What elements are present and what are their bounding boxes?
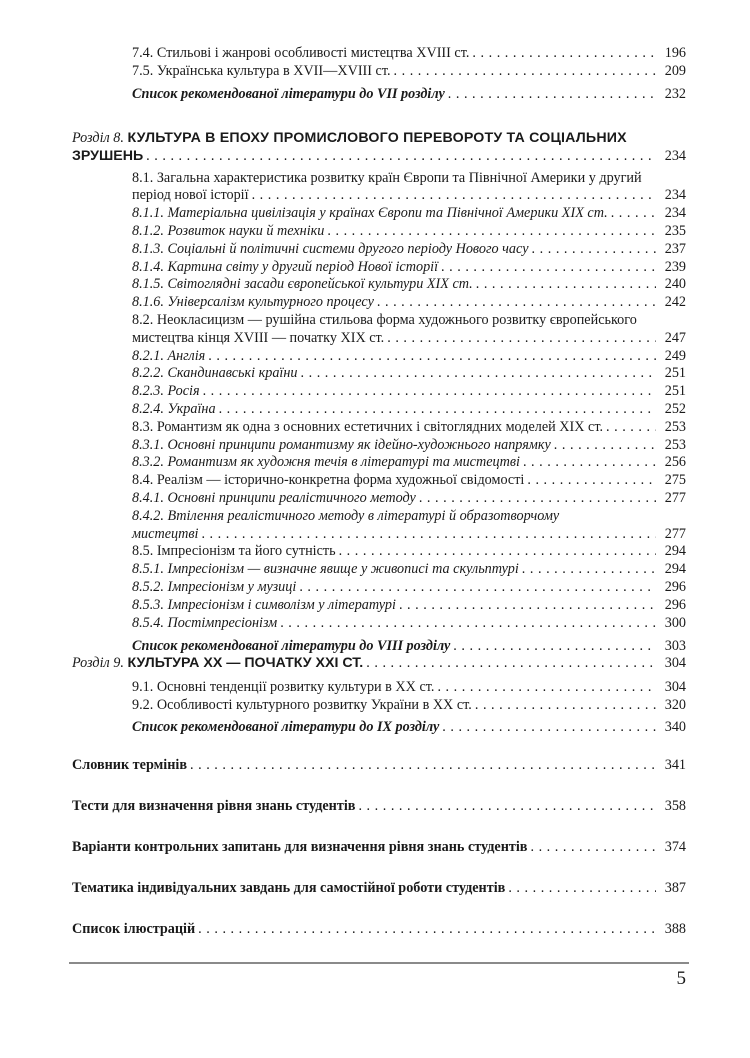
leader-dots <box>508 880 656 898</box>
back-matter-illustrations <box>72 921 686 939</box>
entry-title: 8.5. Імпресіонізм та його сутність <box>132 543 336 560</box>
back-matter-assignments <box>72 880 686 898</box>
toc-entry-8-1-6[interactable] <box>132 294 686 312</box>
leader-dots <box>203 383 656 401</box>
entry-title: 8.3. Романтизм як одна з основних естетичних і світоглядних моделей XIX ст. <box>132 418 604 435</box>
chapter9-heading[interactable] <box>72 655 686 673</box>
entry-page: 209 <box>664 62 686 79</box>
entry-page: 296 <box>664 578 686 595</box>
leader-dots <box>358 798 656 816</box>
entry-page: 253 <box>664 418 686 435</box>
toc-entry-8-5-3[interactable] <box>132 597 686 615</box>
entry-title: Словник термінів <box>72 757 188 773</box>
entry-page: 242 <box>664 294 686 311</box>
toc-entry-8-5-1[interactable] <box>132 561 686 579</box>
entry-title: Варіанти контрольних запитань для визначення рівня знань студентів <box>72 839 528 855</box>
entry-page: 341 <box>664 757 686 773</box>
toc-entry-tests[interactable] <box>72 798 686 816</box>
leader-dots <box>453 638 656 656</box>
leader-dots <box>280 615 656 633</box>
leader-dots <box>606 419 656 437</box>
leader-dots <box>366 655 656 673</box>
toc-entry-8-2-3[interactable] <box>132 383 686 401</box>
chapter-label: Розділ 9. <box>72 655 124 671</box>
toc-entry-8-4-1[interactable] <box>132 490 686 508</box>
leader-dots <box>208 348 656 366</box>
leader-dots <box>530 839 656 857</box>
entry-title: 8.3.2. Романтизм як художня течія в літературі та мистецтві <box>132 454 520 471</box>
back-matter-glossary <box>72 757 686 775</box>
entry-title: 7.5. Українська культура в XVII—XVIII ст. <box>132 62 391 79</box>
leader-dots <box>476 276 656 294</box>
entry-title: 8.1.6. Універсалізм культурного процесу <box>132 294 374 311</box>
leader-dots <box>301 365 657 383</box>
entry-page: 304 <box>664 655 686 671</box>
entry-title: 8.1.1. Матеріальна цивілізація у країнах Європи та Північної Америки XIX ст. <box>132 205 608 222</box>
toc-entry-9-1[interactable] <box>132 679 686 697</box>
toc-entry-8-1-4[interactable] <box>132 259 686 277</box>
toc-entry-8-5[interactable] <box>132 543 686 561</box>
leader-dots <box>475 697 656 715</box>
entry-page: 234 <box>664 147 686 164</box>
back-matter-questions <box>72 839 686 857</box>
entry-page: 251 <box>664 383 686 400</box>
chapter-title-cont: ЗРУШЕНЬ <box>72 147 144 164</box>
leader-dots <box>387 330 656 348</box>
toc-entry-8-3-1[interactable] <box>132 437 686 455</box>
leader-dots <box>419 490 656 508</box>
leader-dots <box>377 294 656 312</box>
entry-title-cont: мистецтва кінця XVIII — початку XIX ст. <box>132 329 385 346</box>
entry-title: 8.4.2. Втілення реалістичного методу в літературі й образотворчому <box>132 507 560 524</box>
chapter-title: КУЛЬТУРА XX — ПОЧАТКУ XXI СТ. <box>127 655 364 671</box>
entry-title: 9.1. Основні тенденції розвитку культури в XX ст. <box>132 678 435 695</box>
entry-page: 235 <box>664 222 686 239</box>
entry-page: 256 <box>664 454 686 471</box>
entry-title: 8.5.3. Імпресіонізм і символізм у літературі <box>132 596 396 613</box>
leader-dots <box>299 579 656 597</box>
toc-entry-8-5-4[interactable] <box>132 615 686 633</box>
toc-entry-lit9[interactable] <box>132 719 686 737</box>
chapter-title: КУЛЬТУРА В ЕПОХУ ПРОМИСЛОВОГО ПЕРЕВОРОТУ ТА СОЦІАЛЬНИХ <box>127 130 627 146</box>
entry-title: 8.3.1. Основні принципи романтизму як ідейно-художнього напрямку <box>132 436 551 453</box>
chapter7-tail <box>72 45 686 103</box>
entry-title: 8.5.1. Імпресіонізм — визначне явище у живописі та скульптурі <box>132 561 519 578</box>
entry-page: 240 <box>664 276 686 293</box>
toc-entry-questions[interactable] <box>72 839 686 857</box>
leader-dots <box>554 437 656 455</box>
entry-page: 388 <box>664 921 686 937</box>
chapter8 <box>72 130 686 656</box>
leader-dots <box>527 472 656 490</box>
leader-dots <box>198 921 656 939</box>
entry-title: 8.2.2. Скандинавські країни <box>132 365 298 382</box>
chapter8-heading[interactable] <box>72 130 686 148</box>
entry-title: 8.2. Неокласицизм — рушійна стильова форма художнього розвитку європейського <box>132 311 637 328</box>
leader-dots <box>442 719 656 737</box>
entry-title: Список ілюстрацій <box>72 921 196 937</box>
entry-page: 277 <box>664 489 686 506</box>
toc-entry-assignments[interactable] <box>72 880 686 898</box>
leader-dots <box>437 679 656 697</box>
entry-page: 234 <box>664 187 686 204</box>
entry-page: 304 <box>664 678 686 695</box>
entry-title: 9.2. Особливості культурного розвитку України в XX ст. <box>132 696 472 713</box>
leader-dots <box>394 63 656 81</box>
entry-page: 340 <box>664 719 686 736</box>
leader-dots <box>146 148 656 166</box>
toc-entry-8-1-5[interactable] <box>132 276 686 294</box>
entry-title: Тематика індивідуальних завдань для самостійної роботи студентів <box>72 880 506 896</box>
toc-entry-8-2[interactable] <box>132 312 686 348</box>
entry-page: 196 <box>664 45 686 61</box>
toc-entry-8-3[interactable] <box>132 419 686 437</box>
entry-title: 8.1.4. Картина світу у другий період Нової історії <box>132 258 439 275</box>
leader-dots <box>201 526 656 544</box>
leader-dots <box>532 241 656 259</box>
entry-title-cont: мистецтві <box>132 525 199 542</box>
entry-title: 8.4. Реалізм — історично-конкретна форма художньої свідомості <box>132 472 525 489</box>
entry-title: Тести для визначення рівня знань студентів <box>72 798 356 814</box>
entry-page: 303 <box>664 638 686 655</box>
entry-title: 8.4.1. Основні принципи реалістичного методу <box>132 489 416 506</box>
entry-page: 237 <box>664 240 686 257</box>
chapter8-heading-cont[interactable] <box>72 148 686 166</box>
entry-page: 296 <box>664 596 686 613</box>
toc-entry-8-4[interactable] <box>132 472 686 490</box>
entry-title: 7.4. Стильові і жанрові особливості мистецтва XVIII ст. <box>132 45 470 61</box>
leader-dots <box>327 223 656 241</box>
entry-title: 8.1.3. Соціальні й політичні системи другого періоду Нового часу <box>132 240 529 257</box>
entry-page: 300 <box>664 614 686 631</box>
toc-entry-8-3-2[interactable] <box>132 454 686 472</box>
toc-entry-glossary[interactable] <box>72 757 686 775</box>
page-number: 5 <box>676 968 686 989</box>
leader-dots <box>190 757 656 775</box>
entry-page: 232 <box>664 85 686 102</box>
toc-entry-illustrations[interactable] <box>72 921 686 939</box>
entry-page: 275 <box>664 472 686 489</box>
entry-title: Список рекомендованої літератури до IX розділу <box>132 719 440 736</box>
entry-title-cont: період нової історії <box>132 187 249 204</box>
entry-title: 8.2.1. Англія <box>132 347 206 364</box>
entry-title: Список рекомендованої літератури до VIII розділу <box>132 638 451 655</box>
toc-entry-lit8[interactable] <box>132 638 686 656</box>
chapter9 <box>72 655 686 737</box>
entry-page: 387 <box>664 880 686 896</box>
entry-page: 247 <box>664 329 686 346</box>
entry-title: 8.5.4. Постімпресіонізм <box>132 614 278 631</box>
entry-title: 8.1. Загальна характеристика розвитку країн Європи та Північної Америки у другий <box>132 169 642 186</box>
entry-page: 252 <box>664 400 686 417</box>
entry-page: 294 <box>664 543 686 560</box>
entry-page: 234 <box>664 205 686 222</box>
toc-entry-7-5[interactable] <box>132 63 686 81</box>
entry-page: 320 <box>664 696 686 713</box>
leader-dots <box>611 205 656 223</box>
entry-title: 8.2.3. Росія <box>132 383 200 400</box>
entry-page: 277 <box>664 525 686 542</box>
toc-entry-8-2-2[interactable] <box>132 365 686 383</box>
leader-dots <box>339 543 656 561</box>
leader-dots <box>472 45 656 63</box>
toc-entry-7-4[interactable] <box>132 45 686 63</box>
back-matter-tests <box>72 798 686 816</box>
toc-entry-8-2-1[interactable] <box>132 348 686 366</box>
toc-entry-8-1-1[interactable] <box>132 205 686 223</box>
chapter-label: Розділ 8. <box>72 130 124 146</box>
entry-title: 8.5.2. Імпресіонізм у музиці <box>132 578 297 595</box>
leader-dots <box>523 454 656 472</box>
entry-page: 294 <box>664 561 686 578</box>
footer-rule <box>69 962 689 964</box>
entry-title: 8.1.2. Розвиток науки й техніки <box>132 222 325 239</box>
toc-entry-8-1[interactable] <box>132 170 686 206</box>
toc-entry-8-1-3[interactable] <box>132 241 686 259</box>
leader-dots <box>522 561 656 579</box>
leader-dots <box>252 187 656 205</box>
toc-entry-8-5-2[interactable] <box>132 579 686 597</box>
toc-entry-8-4-2[interactable] <box>132 508 686 544</box>
toc-entry-lit7[interactable] <box>132 86 686 104</box>
entry-page: 358 <box>664 798 686 814</box>
entry-page: 374 <box>664 839 686 855</box>
entry-title: 8.2.4. Україна <box>132 400 216 417</box>
leader-dots <box>441 259 656 277</box>
leader-dots <box>399 597 656 615</box>
toc-entry-9-2[interactable] <box>132 697 686 715</box>
entry-page: 239 <box>664 258 686 275</box>
toc-entry-8-2-4[interactable] <box>132 401 686 419</box>
entry-page: 253 <box>664 436 686 453</box>
entry-title: Список рекомендованої літератури до VII розділу <box>132 85 445 102</box>
leader-dots <box>219 401 656 419</box>
entry-page: 249 <box>664 347 686 364</box>
entry-page: 251 <box>664 365 686 382</box>
toc-entry-8-1-2[interactable] <box>132 223 686 241</box>
entry-title: 8.1.5. Світоглядні засади європейської культури XIX ст. <box>132 276 473 293</box>
leader-dots <box>448 86 656 104</box>
